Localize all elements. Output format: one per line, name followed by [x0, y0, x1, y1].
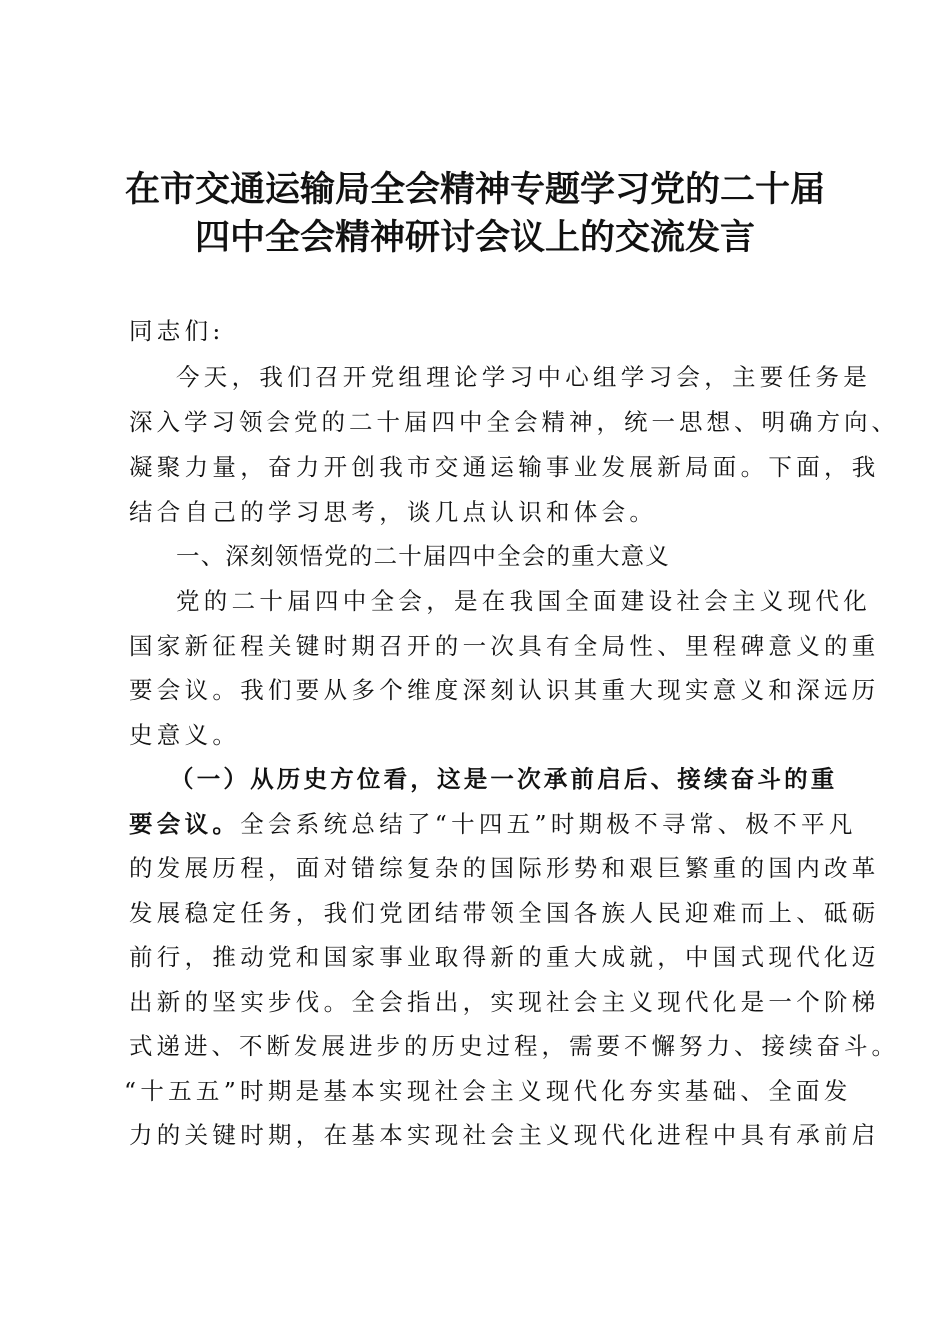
salutation: 同志们:: [129, 317, 225, 345]
paragraph-line: “十五五”时期是基本实现社会主义现代化夯实基础、全面发: [124, 1077, 852, 1105]
intro-line: 结合自己的学习思考，谈几点认识和体会。: [129, 498, 658, 526]
paragraph-line: 国家新征程关键时期召开的一次具有全局性、里程碑意义的重: [129, 632, 880, 660]
paragraph-line: 力的关键时期，在基本实现社会主义现代化进程中具有承前启: [129, 1121, 880, 1149]
subsection-heading-end: 要会议。: [129, 810, 241, 838]
intro-line: 今天，我们召开党组理论学习中心组学习会，主要任务是: [176, 363, 871, 391]
intro-line: 深入学习领会党的二十届四中全会精神，统一思想、明确方向、: [129, 408, 899, 436]
section-heading: 一、深刻领悟党的二十届四中全会的重大意义: [176, 542, 670, 570]
paragraph-line: 出新的坚实步伐。全会指出，实现社会主义现代化是一个阶梯: [129, 988, 880, 1016]
paragraph-line: 党的二十届四中全会，是在我国全面建设社会主义现代化: [176, 587, 871, 615]
paragraph-text: 全会系统总结了“十四五”时期极不寻常、极不平凡: [240, 810, 857, 838]
paragraph-line: 的发展历程，面对错综复杂的国际形势和艰巨繁重的国内改革: [129, 854, 880, 882]
subsection-heading: （一）从历史方位看，这是一次承前启后、接续奋斗的重: [170, 765, 838, 793]
intro-line: 凝聚力量，奋力开创我市交通运输事业发展新局面。下面，我: [129, 453, 880, 481]
document-title-line-1: 在市交通运输局全会精神专题学习党的二十届: [124, 169, 825, 210]
paragraph-line: 前行，推动党和国家事业取得新的重大成就，中国式现代化迈: [129, 943, 880, 971]
paragraph-line: 史意义。: [129, 721, 241, 749]
paragraph-line: 要会议。我们要从多个维度深刻认识其重大现实意义和深远历: [129, 676, 880, 704]
document-title-line-2: 四中全会精神研讨会议上的交流发言: [194, 217, 755, 258]
paragraph-line: 发展稳定任务，我们党团结带领全国各族人民迎难而上、砥砺: [129, 899, 880, 927]
paragraph-line: [129, 802, 857, 846]
paragraph-line: 式递进、不断发展进步的历史过程，需要不懈努力、接续奋斗。: [129, 1032, 899, 1060]
